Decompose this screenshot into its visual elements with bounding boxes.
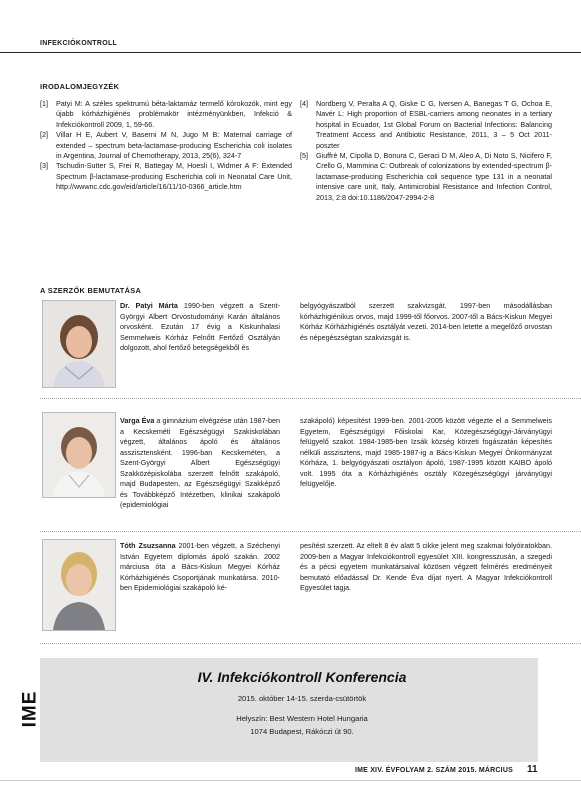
- conference-date: 2015. október 14-15. szerda-csütörtök: [237, 694, 367, 703]
- author-separator: [40, 398, 581, 399]
- author-photo-patyi: [42, 300, 116, 388]
- reference-item: [2] Villar H E, Aubert V, Baserni M N, Jugo M B: Maternal carriage of extended – spectrum beta-lactamase-producing Escherichia coli isolates in Argentina, Journal of Chemotherapy, 2013, 25(6), 324-7: [40, 130, 292, 161]
- section-header: INFEKCIÓKONTROLL: [40, 40, 118, 47]
- author-separator: [40, 531, 581, 532]
- references-left-column: [40, 99, 292, 193]
- author-bio-right: belgyógyászatból szerzett szakvizsgát. 1997-ben másodállásban kórházhigiénikus orvos, majd 1999-től főorvos. 2007-től a Bács-Kiskun Megyei Kórház Kórházhigiénés osztályát vezeti. 2014-ben letette a megelőző orvostan és népegészségtan szakvizsgát is.: [300, 301, 552, 342]
- portrait-icon: [43, 413, 115, 497]
- authors-title: A SZERZŐK BEMUTATÁSA: [40, 286, 142, 295]
- footer-rule: [0, 780, 581, 781]
- author-photo-toth: [42, 539, 116, 631]
- author-bio-left: Tóth Zsuzsanna 2001-ben végzett, a Széchenyi István Egyetem diplomás ápoló szakán. 2002 márciusa óta a Bács-Kiskun Megyei Kórház Kórházhigiénés Csoportjának munkatársa. 2010-ben Epidemiológiai szakápoló ké-: [120, 541, 280, 592]
- author-bio-left: Varga Éva a gimnázium elvégzése után 1987-ben a Kecskeméti Egészségügyi Szakiskolában végzett, általános ápoló és általános asszisztensként. 1996-ban Kecskeméten, a Szent-Györgyi Albert Egészségügyi Szakközépiskolába szerzett felnőtt szakápoló, majd Budapesten, az Egészségügyi Szakképző és Továbbképző Intézetben, klinikai szakápoló (epidemiológiai: [120, 416, 280, 509]
- conference-venue: Helyszín: Best Western Hotel Hungaria: [236, 714, 368, 723]
- reference-item: [1] Patyi M: A széles spektrumú béta-laktamáz termelő kórokozók, mint egy újabb kórházhigiénés problémakör intézményünkben, Infekció & Infekciókontroll 2009, 1, 59-66.: [40, 99, 292, 129]
- author-bio-left: Dr. Patyi Márta 1990-ben végzett a Szent-Györgyi Albert Orvostudományi Karán általános orvosként. Ezután 17 évig a Kiskunhalasi Semmelweis Kórház Felnőtt Fertőző Osztályán dolgozott, ahol fertőző betegségekből és: [120, 301, 281, 352]
- ime-logo: IME: [19, 690, 41, 728]
- conference-title: IV. Infekciókontroll Konferencia: [197, 669, 407, 685]
- reference-item: [3] Tschudin-Sutter S, Frei R, Battegay M, Hoesli I, Widmer A F: Extended Spectrum β-lactamase-producing Escherichia coli in Neonatal Care Unit, http://wwwnc.cdc.gov/eid/article/16/11/10-0366_article.htm: [40, 161, 292, 192]
- author-bio-right: szakápoló) képesítést 1999-ben. 2001-2005 között végezte el a Semmelweis Egyetem, Egészségügyi Főiskolai Kar, Közegészségügyi-Járványügyi felügyelő szakot. 1984-1985-ben Izsák község körzeti fogászatán képesítés nélküli asszisztens, majd 1985-1987-ig a Bács-Kiskun Megyei Önkormányzat Kórháza, 1. belgyógyászati osztályon ápoló, 1987-1995 között KAIBO ápoló volt. 1995 óta a Kórházhigiénés osztály Közegészségügyi járványügyi felügyelője.: [300, 416, 552, 488]
- portrait-icon: [43, 301, 115, 387]
- author-separator: [40, 643, 581, 644]
- page-number: 11: [527, 764, 538, 775]
- header-rule: [0, 52, 581, 53]
- conference-address: 1074 Budapest, Rákóczi út 90.: [250, 727, 354, 736]
- references-right-column: [300, 99, 552, 203]
- portrait-icon: [43, 540, 115, 630]
- reference-item: [4] Nordberg V, Peralta A Q, Giske C G, Iversen A, Banegas T G, Ochoa E, Navér L: High proportion of ESBL-carriers among neonates in a tertiary hospital in Ecuador, 1st Global Forum on Bacterial Infections: Balancing Treatment Access and Antibiotic Resistance, 2011, 3 – 5 Oct 2011- poszter: [300, 99, 552, 150]
- footer-issue: IME XIV. ÉVFOLYAM 2. SZÁM 2015. MÁRCIUS: [355, 767, 513, 774]
- reference-item: [5] Giuffrè M, Cipolla D, Bonura C, Geraci D M, Aleo A, Di Noto S, Nicifero F, Crello G, Mammina C: Outbreak of colonizations by extended-spectrum β-lactamase-producing Escherichia coli sequence type 131 in a neonatal intensive care unit, Italy, Antimicrobial Resistance and Infection Control, 2013, 2:8 doi:10.1186/2047-2994-2-8: [300, 151, 552, 202]
- author-bio-right: pesítést szerzett. Az eltelt 8 év alatt 5 cikke jelent meg szakmai folyóiratokban. 2009-ben a Magyar Infekciókontroll egyesület XIII. kongresszusán, a szegedi és a pécsi egyetem munkatársaival közösen végzett felmérés eredményeit bemutató előadással Dr. Kende Éva díjat nyert. A Magyar Infekciókontroll Egyesület tagja.: [300, 541, 552, 592]
- references-title: IRODALOMJEGYZÉK: [40, 82, 120, 91]
- author-photo-varga: [42, 412, 116, 498]
